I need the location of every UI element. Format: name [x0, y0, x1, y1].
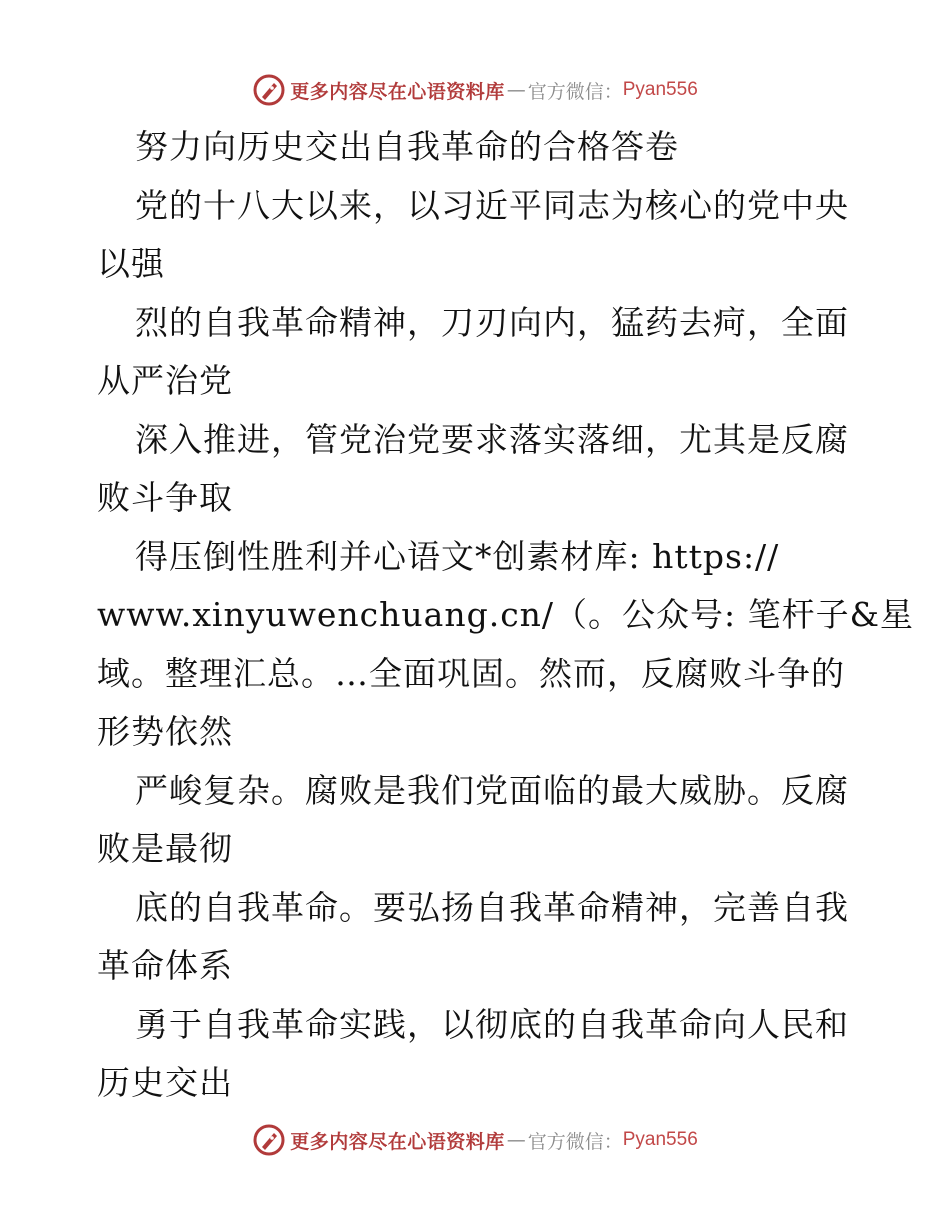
doc-line: 烈的自我革命精神，刀刃向内，猛药去疴，全面	[135, 302, 849, 342]
doc-line: 以强	[97, 244, 165, 283]
doc-line: 形势依然	[97, 712, 233, 751]
banner-site-name: 更多内容尽在心语资料库	[290, 1130, 505, 1153]
banner-wechat-id: Pyan556	[622, 79, 698, 100]
document-body	[97, 118, 915, 1113]
banner-wechat-id: Pyan556	[622, 1129, 698, 1150]
doc-line: www.xinyuwenchuang.cn/（。公众号: 笔杆子&星	[97, 595, 915, 634]
doc-line: 努力向历史交出自我革命的合格答卷	[135, 127, 679, 166]
doc-line: 底的自我革命。要弘扬自我革命精神，完善自我	[135, 887, 849, 927]
doc-line: 败斗争取	[97, 478, 233, 517]
doc-line: 域。整理汇总。…全面巩固。然而，反腐败斗争的	[97, 653, 845, 693]
doc-line: 败是最彻	[97, 829, 233, 868]
banner-site-name: 更多内容尽在心语资料库	[290, 80, 505, 103]
footer-banner	[0, 1120, 950, 1160]
banner-wechat-label: 官方微信：	[527, 80, 623, 103]
doc-line: 得压倒性胜利并心语文*创素材库: https://	[135, 536, 780, 576]
doc-line: 深入推进，管党治党要求落实落细，尤其是反腐	[135, 419, 849, 459]
doc-line: 历史交出	[97, 1063, 233, 1102]
banner-wechat-label: 官方微信：	[527, 1130, 623, 1153]
doc-line: 党的十八大以来，以习近平同志为核心的党中央	[135, 185, 849, 225]
header-banner	[0, 70, 950, 110]
pen-nib-logo-icon	[252, 73, 286, 107]
doc-line: 革命体系	[97, 946, 233, 985]
doc-line: 从严治党	[97, 361, 233, 400]
banner-separator: —	[506, 79, 526, 101]
doc-line: 严峻复杂。腐败是我们党面临的最大威胁。反腐	[135, 770, 849, 810]
doc-line: 勇于自我革命实践，以彻底的自我革命向人民和	[135, 1004, 849, 1044]
banner-separator: —	[506, 1129, 526, 1151]
pen-nib-logo-icon	[252, 1123, 286, 1157]
